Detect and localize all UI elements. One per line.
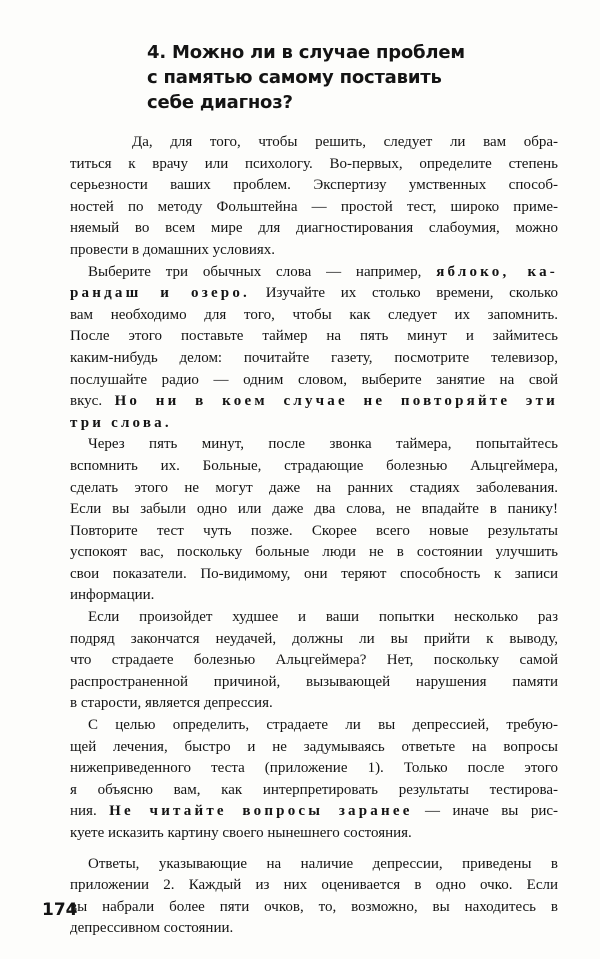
emphasized-text: три слова. — [70, 414, 172, 431]
text-line: вам необходимо для того, чтобы как следует их запомнить. — [70, 306, 558, 323]
text-line: титься к врачу или психологу. Во-первых, определите степень — [70, 155, 558, 172]
text-line: ностей по методу Фольштейна — простой тест, широко приме- — [70, 198, 558, 215]
heading-line: с памятью самому поставить — [147, 67, 442, 88]
text-line — [70, 283, 558, 305]
emphasized-text: яблоко, ка- — [436, 263, 559, 280]
text-line: информации. — [70, 587, 155, 604]
emphasized-text: Но ни в коем случае не повторяйте эти — [114, 393, 558, 410]
text-line — [70, 262, 558, 284]
text-line: нижеприведенного теста (приложение 1). Только после этого — [70, 760, 558, 777]
paragraph-2 — [70, 262, 558, 435]
paragraph-1 — [70, 132, 558, 262]
paragraph-5 — [70, 715, 558, 845]
body-text — [70, 132, 558, 940]
text-line: послушайте радио — одним словом, выберите занятие на свой — [70, 371, 558, 388]
text-line: распространенной причиной, вызывающей нарушения памяти — [70, 673, 558, 690]
text-fragment: Изучайте их столько времени, сколько — [265, 285, 558, 302]
text-line: Если вы забыли одно или даже два слова, не впадайте в панику! — [70, 501, 558, 518]
text-line — [70, 391, 558, 413]
page-number: 174 — [42, 900, 78, 920]
text-line: провести в домашних условиях. — [70, 241, 276, 258]
text-line: щей лечения, быстро и не задумываясь ответьте на вопросы — [70, 738, 558, 755]
text-line: в старости, является депрессия. — [70, 695, 273, 712]
heading-line: себе диагноз? — [147, 92, 293, 113]
text-line: сделать этого не могут даже на ранних стадиях заболевания. — [70, 479, 558, 496]
text-fragment: Выберите три обычных слова — например, — [88, 263, 422, 280]
text-line: вспомнить их. Больные, страдающие болезнью Альцгеймера, — [70, 457, 558, 474]
text-line: я объясню вам, как интерпретировать результаты тестирова- — [70, 781, 558, 798]
text-line: Повторите тест чуть позже. Скорее всего новые результаты — [70, 522, 558, 539]
text-line: успокоят вас, поскольку больные люди не в состоянии улучшить — [70, 544, 558, 561]
text-fragment: — иначе вы рис- — [425, 803, 559, 820]
text-line: няемый во всем мире для диагностирования слабоумия, можно — [70, 220, 558, 237]
text-line: депрессивном состоянии. — [70, 920, 234, 937]
text-line — [70, 801, 558, 823]
text-line: подряд закончатся неудачей, должны ли вы прийти к выводу, — [70, 630, 558, 647]
text-line: Да, для того, чтобы решить, следует ли вам обра- — [132, 134, 558, 150]
text-line — [70, 413, 558, 435]
text-line: вы набрали более пяти очков, то, возможно, вы находитесь в — [70, 898, 558, 915]
paragraph-4 — [70, 607, 558, 715]
paragraph-6 — [70, 854, 558, 940]
emphasized-text: рандаш и озеро. — [70, 285, 251, 302]
text-line: серьезности ваших проблем. Экспертизу умственных способ- — [70, 177, 558, 194]
paragraph-3 — [70, 434, 558, 607]
text-line: С целью определить, страдаете ли вы депрессией, требую- — [88, 717, 558, 734]
heading-line: 4. Можно ли в случае проблем — [147, 42, 465, 63]
text-line: приложении 2. Каждый из них оценивается в одно очко. Если — [70, 877, 558, 894]
text-line: После этого поставьте таймер на пять минут и займитесь — [70, 328, 558, 345]
text-line: Через пять минут, после звонка таймера, попытайтесь — [88, 436, 558, 453]
text-fragment: вкус. — [70, 393, 103, 410]
emphasized-text: Не читайте вопросы заранее — [109, 803, 413, 820]
text-fragment: ния. — [70, 803, 97, 820]
text-line: что страдаете болезнью Альцгеймера? Нет, поскольку самой — [70, 652, 558, 669]
text-line: куете исказить картину своего нынешнего состояния. — [70, 825, 412, 841]
text-line: свои показатели. По-видимому, они теряют способность к записи — [70, 565, 558, 582]
text-line: Ответы, указывающие на наличие депрессии, приведены в — [88, 855, 558, 872]
section-heading — [147, 40, 507, 115]
text-line: Если произойдет худшее и ваши попытки несколько раз — [88, 609, 558, 626]
text-line: каким-нибудь делом: почитайте газету, посмотрите телевизор, — [70, 349, 558, 366]
